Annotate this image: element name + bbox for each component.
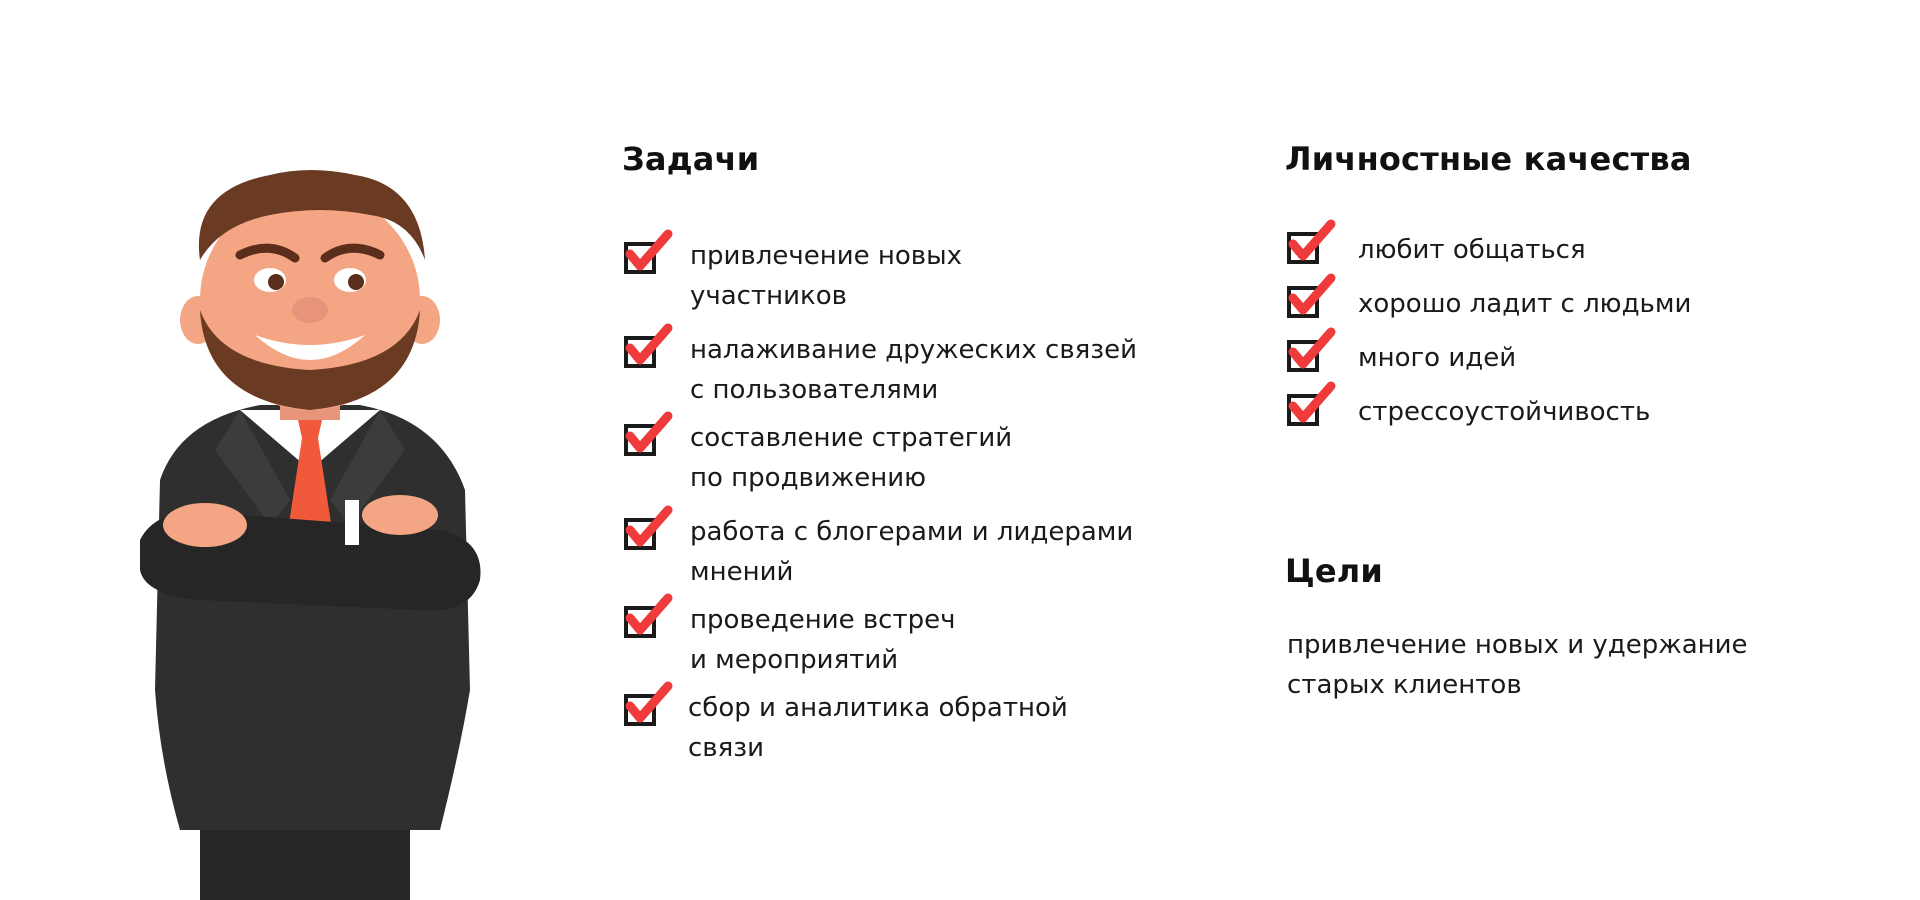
task-text: составление стратегий	[690, 423, 1013, 453]
task-text: работа с блогерами и лидерами	[690, 517, 1134, 547]
qualities-title: Личностные качества	[1285, 140, 1692, 178]
quality-text: хорошо ладит с людьми	[1358, 289, 1692, 319]
task-text: налаживание дружеских связей	[690, 335, 1138, 365]
quality-text: стрессоустойчивость	[1358, 397, 1651, 427]
check-icon	[1285, 326, 1337, 378]
task-text: сбор и аналитика обратной	[688, 693, 1068, 723]
hand-right	[362, 495, 438, 535]
qualities-list	[1285, 218, 1845, 438]
check-icon	[1285, 272, 1337, 324]
businessman-illustration	[120, 170, 500, 900]
check-icon	[622, 322, 674, 374]
check-icon	[622, 228, 674, 280]
goals-text-line1: привлечение новых и удержание	[1287, 630, 1748, 660]
tasks-list	[622, 228, 1182, 788]
check-icon	[622, 504, 674, 556]
legs	[200, 820, 410, 900]
task-text: мнений	[690, 557, 794, 587]
nose	[292, 297, 328, 323]
check-icon	[1285, 218, 1337, 270]
quality-text: много идей	[1358, 343, 1517, 373]
check-icon	[622, 680, 674, 732]
tasks-title: Задачи	[622, 140, 760, 178]
quality-text: любит общаться	[1358, 235, 1586, 265]
task-text: связи	[688, 733, 764, 763]
cuff	[345, 500, 359, 545]
check-icon	[622, 592, 674, 644]
goals-text-line2: старых клиентов	[1287, 670, 1522, 700]
check-icon	[1285, 380, 1337, 432]
goals-title: Цели	[1285, 552, 1384, 590]
task-text: с пользователями	[690, 375, 939, 405]
task-text: и мероприятий	[690, 645, 899, 675]
hand-left	[163, 503, 247, 547]
task-text: привлечение новых	[690, 241, 962, 271]
task-text: участников	[690, 281, 847, 311]
task-text: по продвижению	[690, 463, 926, 493]
check-icon	[622, 410, 674, 462]
task-text: проведение встреч	[690, 605, 956, 635]
